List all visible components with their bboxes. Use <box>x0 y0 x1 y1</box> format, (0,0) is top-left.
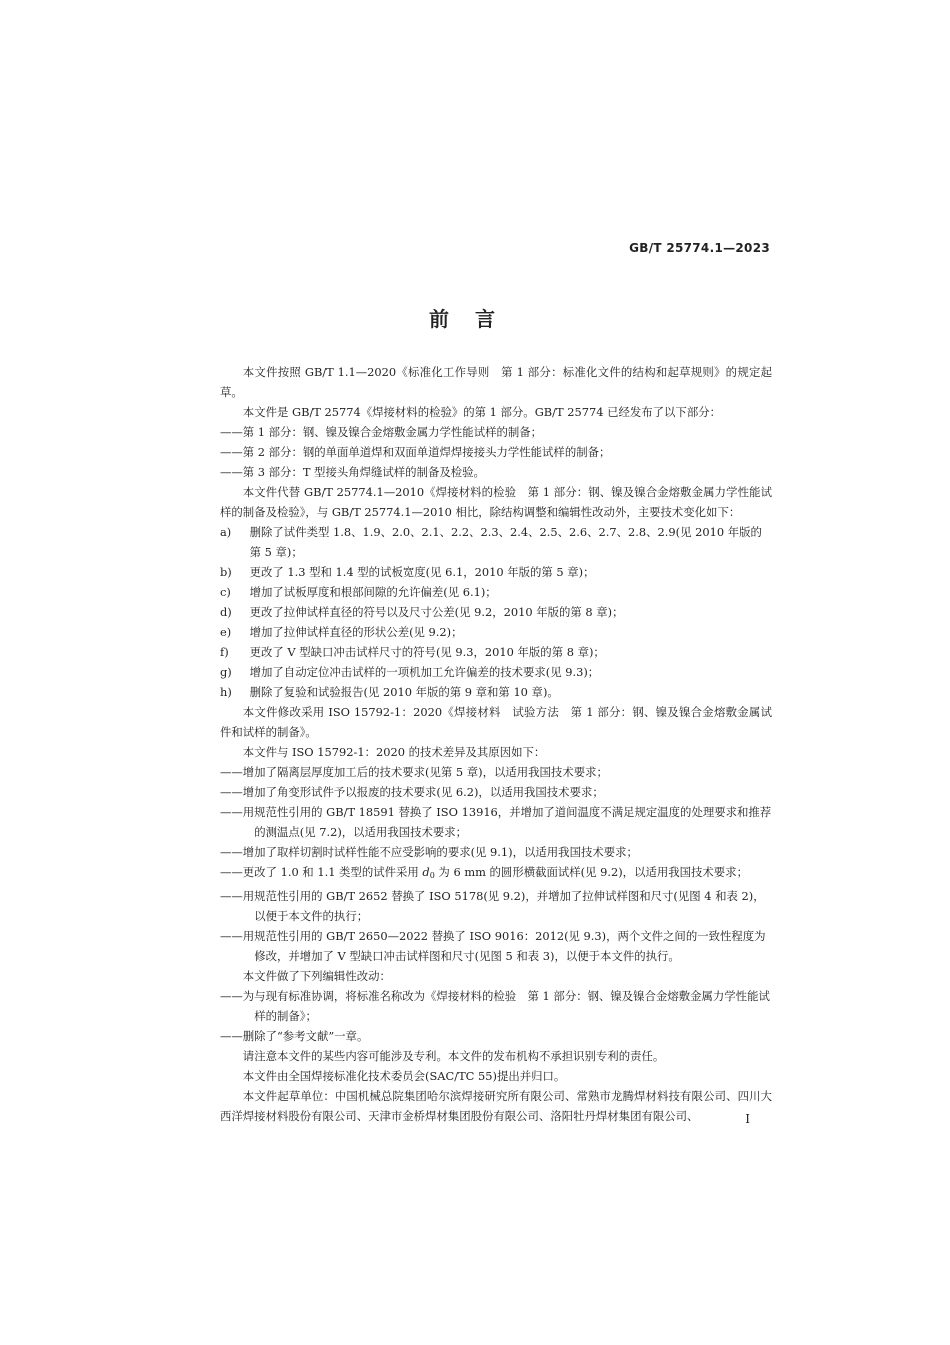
document-code: GB/T 25774.1—2023 <box>629 241 770 255</box>
list-item: ——用规范性引用的 GB/T 2650—2022 替换了 ISO 9016：2012(见 9.3)，两个文件之间的一致性程度为修改，并增加了 V 型缺口冲击试样图和尺寸(见图 5 和表 3)，以便于本文件的执行。 <box>220 929 766 963</box>
list-item: ——为与现有标准协调，将标准名称改为《焊接材料的检验 第 1 部分：钢、镍及镍合金熔敷金属力学性能试样的制备》； <box>220 989 770 1023</box>
item-text: 删除了复验和试验报告(见 2010 年版的第 9 章和第 10 章)。 <box>249 685 559 699</box>
paragraph-series-intro: 本文件是 GB/T 25774《焊接材料的检验》的第 1 部分。GB/T 25774 已经发布了以下部分： <box>242 405 721 419</box>
paragraph-drafting-units: 本文件起草单位：中国机械总院集团哈尔滨焊接研究所有限公司、常熟市龙腾焊材料技有限公司、四川大西洋焊接材料股份有限公司、天津市金桥焊材集团股份有限公司、洛阳牡丹焊材集团有限公司、 <box>220 1089 772 1123</box>
list-item: ——第 3 部分：T 型接头角焊缝试样的制备及检验。 <box>220 465 485 479</box>
diameter-symbol: d <box>422 865 430 879</box>
item-text: 为 6 mm 的圆形横截面试样(见 9.2)，以适用我国技术要求； <box>434 865 748 879</box>
paragraph-differences-intro: 本文件与 ISO 15792-1：2020 的技术差异及其原因如下： <box>242 745 546 759</box>
item-label: e) <box>220 625 232 639</box>
paragraph-iso-adoption: 本文件修改采用 ISO 15792-1：2020《焊接材料 试验方法 第 1 部分：钢、镍及镍合金熔敷金属试件和试样的制备》。 <box>220 705 772 739</box>
differences-list <box>220 762 772 966</box>
item-text: 更改了 1.3 型和 1.4 型的试板宽度(见 6.1，2010 年版的第 5 章)； <box>249 565 595 579</box>
list-item: ——用规范性引用的 GB/T 18591 替换了 ISO 13916，并增加了道间温度不满足规定温度的处理要求和推荐的测温点(见 7.2)，以适用我国技术要求； <box>220 805 772 839</box>
list-item <box>220 602 772 622</box>
item-label: d) <box>220 605 232 619</box>
paragraph-editorial-intro: 本文件做了下列编辑性改动： <box>242 969 391 983</box>
item-label: h) <box>220 685 232 699</box>
diameter-subscript: 0 <box>429 871 435 880</box>
list-item <box>220 582 772 602</box>
parts-list <box>220 422 772 482</box>
list-item <box>220 642 772 662</box>
list-item <box>220 862 772 886</box>
list-item: ——用规范性引用的 GB/T 2652 替换了 ISO 5178(见 9.2)，并增加了拉伸试样图和尺寸(见图 4 和表 2)，以便于本文件的执行； <box>220 889 765 923</box>
item-text: 更改了拉伸试样直径的符号以及尺寸公差(见 9.2，2010 年版的第 8 章)； <box>249 605 624 619</box>
list-item: ——删除了“参考文献”一章。 <box>220 1029 369 1043</box>
document-body <box>220 362 772 1126</box>
item-label: c) <box>220 585 231 599</box>
list-item <box>220 622 772 642</box>
list-item: ——增加了角变形试件予以报废的技术要求(见 6.2)，以适用我国技术要求； <box>220 785 604 799</box>
list-item <box>220 662 772 682</box>
paragraph-drafting-rule: 本文件按照 GB/T 1.1—2020《标准化工作导则 第 1 部分：标准化文件的结构和起草规则》的规定起草。 <box>220 365 772 399</box>
page-title: 前言 <box>429 307 521 331</box>
item-label: g) <box>220 665 232 679</box>
editorial-list <box>220 986 772 1046</box>
item-text: 增加了试板厚度和根部间隙的允许偏差(见 6.1)； <box>249 585 497 599</box>
paragraph-proposer: 本文件由全国焊接标准化技术委员会(SAC/TC 55)提出并归口。 <box>242 1069 566 1083</box>
item-text: ——更改了 1.0 和 1.1 类型的试件采用 <box>220 865 423 879</box>
page-number: I <box>745 1112 750 1126</box>
paragraph-replacement: 本文件代替 GB/T 25774.1—2010《焊接材料的检验 第 1 部分：钢、镍及镍合金熔敷金属力学性能试样的制备及检验》，与 GB/T 25774.1—2010 相比，除结构调整和编辑性改动外，主要技术变化如下： <box>220 485 772 519</box>
list-item: ——增加了取样切割时试样性能不应受影响的要求(见 9.1)，以适用我国技术要求； <box>220 845 638 859</box>
list-item: ——增加了隔离层厚度加工后的技术要求(见第 5 章)，以适用我国技术要求； <box>220 765 608 779</box>
changes-list <box>220 522 772 702</box>
list-item <box>220 682 772 702</box>
list-item <box>220 522 772 562</box>
item-text: 删除了试件类型 1.8、1.9、2.0、2.1、2.2、2.3、2.4、2.5、2.6、2.7、2.8、2.9(见 2010 年版的第 5 章)； <box>249 525 762 559</box>
item-text: 更改了 V 型缺口冲击试样尺寸的符号(见 9.3，2010 年版的第 8 章)； <box>249 645 605 659</box>
list-item: ——第 1 部分：钢、镍及镍合金熔敷金属力学性能试样的制备； <box>220 425 543 439</box>
item-text: 增加了拉伸试样直径的形状公差(见 9.2)； <box>249 625 463 639</box>
item-label: f) <box>220 645 229 659</box>
list-item <box>220 562 772 582</box>
item-label: a) <box>220 525 232 539</box>
paragraph-patent-notice: 请注意本文件的某些内容可能涉及专利。本文件的发布机构不承担识别专利的责任。 <box>242 1049 665 1063</box>
item-text: 增加了自动定位冲击试样的一项机加工允许偏差的技术要求(见 9.3)； <box>249 665 600 679</box>
item-label: b) <box>220 565 232 579</box>
list-item: ——第 2 部分：钢的单面单道焊和双面单道焊焊接接头力学性能试样的制备； <box>220 445 611 459</box>
